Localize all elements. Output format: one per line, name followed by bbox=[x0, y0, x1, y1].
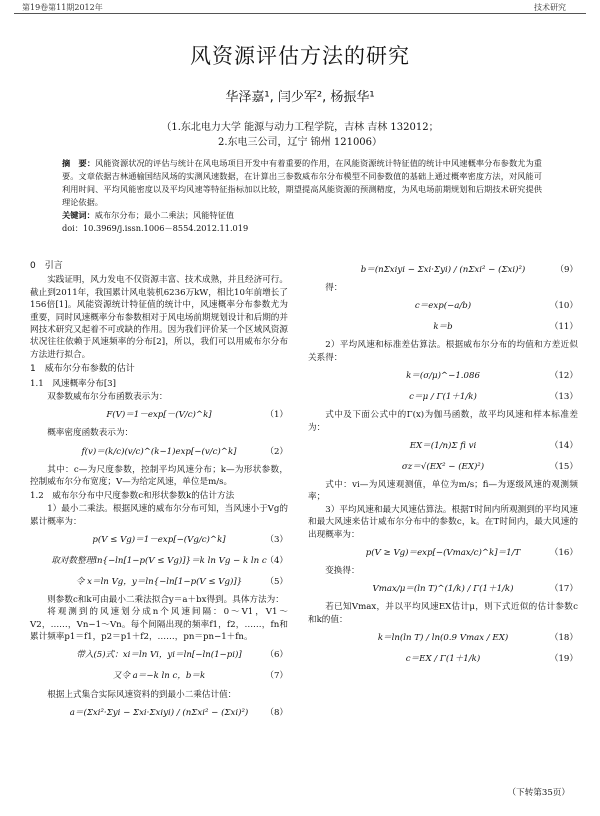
equation-4: 取对数整理ln{−ln[1−p(V ≤ Vg)]}＝k ln Vg − k ln c （4） bbox=[51, 555, 288, 566]
equation-10: c＝exp(−a/b) （10） bbox=[414, 301, 578, 312]
section-1-1-heading: 1.1 风速概率分布[3] bbox=[30, 378, 116, 389]
header-left: 第19卷第11期2012年 bbox=[22, 3, 103, 12]
paragraph: 若已知Vmax，并以平均风速EX估计μ，则下式近似的估计参数c和k的值： bbox=[308, 602, 578, 625]
continued-note: （下转第35页） bbox=[507, 788, 570, 798]
running-header bbox=[14, 2, 586, 14]
section-1-2-heading: 1.2 威布尔分布中尺度参数c和形状参数k的估计方法 bbox=[30, 490, 235, 501]
left-column bbox=[30, 258, 288, 725]
equation-18: k＝ln(ln T) / ln(0.9 Vmax / EX) （18） bbox=[377, 633, 578, 644]
paragraph: 得： bbox=[325, 283, 343, 293]
paragraph: 根据上式集合实际风速资料的到最小二乘估计值： bbox=[47, 689, 237, 700]
equation-11: k＝b （11） bbox=[433, 322, 578, 333]
equation-9: b＝(nΣxiyi − Σxi·Σyi) / (nΣxi² − (Σxi)²) （9） bbox=[360, 264, 578, 275]
equation-8: a＝(Σxi²·Σyi − Σxi·Σxiyi) / (nΣxi² − (Σxi)²) （8） bbox=[69, 707, 288, 718]
paragraph: 1）最小二乘法。根据风速的威布尔分布可知，当风速小于Vg的累计概率为： bbox=[30, 504, 288, 527]
header-right: 技术研究 bbox=[534, 3, 566, 12]
paragraph: 2）平均风速和标准差估算法。根据威布尔分布的均值和方差近似关系得： bbox=[308, 340, 578, 363]
equation-17: Vmax/μ＝(ln T)^(1/k) / Γ(1＋1/k) （17） bbox=[372, 584, 578, 595]
equation-2: f(v)＝(k/c)(v/c)^(k−1)exp[−(v/c)^k] （2） bbox=[81, 446, 288, 457]
abstract bbox=[62, 157, 542, 235]
equation-7: 又令 a＝−k ln c，b＝k （7） bbox=[112, 671, 288, 682]
equation-6: 带入(5)式：xi＝ln Vi，yi＝ln[−ln(1−pi)] （6） bbox=[76, 650, 288, 661]
equation-14: EX＝(1/n)Σ fi vi （14） bbox=[409, 440, 578, 451]
paragraph: 概率密度函数表示为： bbox=[47, 428, 134, 439]
paragraph: 式中及下面公式中的Γ(x)为伽马函数，故平均风速和样本标准差为： bbox=[308, 410, 578, 433]
section-1-heading: 1 威布尔分布参数的估计 bbox=[30, 364, 135, 375]
equation-5: 令 x＝ln Vg，y＝ln{−ln[1−p(V ≤ Vg)]} （5） bbox=[75, 576, 288, 587]
paragraph: 式中：vi—为风速观测值，单位为m/s；fi—为逐级风速的观测频率； bbox=[308, 480, 578, 503]
equation-12: k＝(σ/μ)^−1.086 （12） bbox=[406, 371, 578, 382]
equation-13: c＝μ / Γ(1＋1/k) （13） bbox=[409, 392, 578, 403]
affiliation-2: 2.东电三公司，辽宁 锦州 121006） bbox=[217, 137, 383, 148]
paragraph: 则参数c和k可由最小二乘法拟合y＝a＋bx得到。具体方法为： bbox=[47, 594, 284, 605]
paragraph: 变换得： bbox=[325, 566, 360, 577]
authors: 华泽嘉¹, 闫少军², 杨振华¹ bbox=[225, 90, 375, 105]
equation-15: σz＝√(EX² − (EX)²) （15） bbox=[401, 461, 578, 472]
keywords-label: 关键词： bbox=[62, 210, 95, 220]
equation-16: p(V ≥ Vg)＝exp[−(Vmax/c)^k]＝1/T （16） bbox=[365, 547, 578, 558]
equation-1: F(V)＝1－exp[－(V/c)^k] （1） bbox=[106, 410, 288, 421]
paragraph: 其中：c—为尺度参数，控制平均风速分布；k—为形状参数，控制威布尔分布宽度；V—为给定风速，单位是m/s。 bbox=[30, 464, 288, 488]
affiliation-1: （1.东北电力大学 能源与动力工程学院，吉林 吉林 132012； bbox=[161, 122, 439, 133]
keywords: 威布尔分布；最小二乘法；风能特征值 bbox=[94, 210, 234, 220]
paper-title: 风资源评估方法的研究 bbox=[190, 44, 410, 68]
doi: doi：10.3969/j.issn.1006－8554.2012.11.019 bbox=[62, 223, 249, 233]
paragraph: 双参数威布尔分布函数表示为： bbox=[47, 392, 168, 403]
abstract-label: 摘 要： bbox=[62, 158, 96, 168]
right-column bbox=[308, 258, 578, 671]
abstract-text: 风能资源状况的评估与统计在风电场项目开发中有着重要的作用，在风能资源统计特征值的统计中风速概率分布参数尤为重要。文章依据吉林通榆国结风场的实测风速数据，在计算出三参数威布尔分布模型不同参数值的基础上通过概率密度方法，对风能可利用时间、平均风能密度以及平均风速等特征指标加以比较，期望提高风能资源的预测精度，为风电场前期规划和后期技术研究提供理论依据。 bbox=[62, 158, 542, 207]
paragraph: 将观测到的风速划分成n个风速间隔：0～V1，V1～V2，……，Vn−1～Vn。每个间隔出现的频率f1，f2，……，fn和累计频率p1＝f1，p2＝p1＋f2，……，pn＝pn−1＋fn。 bbox=[30, 607, 288, 643]
equation-3: p(V ≤ Vg)＝1－exp[−(Vg/c)^k] （3） bbox=[92, 534, 288, 545]
section-intro-heading: 0 引言 bbox=[30, 261, 63, 271]
equation-19: c＝EX / Γ(1＋1/k) （19） bbox=[405, 654, 578, 665]
intro-paragraph: 实践证明，风力发电不仅资源丰富、技术成熟，并且经济可行。截止到2011年，我国累计风电装机6236万kW，相比10年前增长了156倍[1]。风能资源统计特征值的统计中，风速概率分布参数尤为重要，同时风速概率分布参数相对于风电场前期规划设计和后期的并网技术研究又起着不可或缺的作用。因为我们评价某一个区域风资源状况往往依赖于风速频率的分布[2]，所以，我们可以用威布尔分布方法进行拟合。 bbox=[30, 275, 288, 360]
paragraph: 3）平均风速和最大风速估算法。根据T时间内所观测到的平均风速和最大风速来估计威布尔分布中的参数c，k。在T时间内，最大风速的出现概率为： bbox=[308, 504, 578, 540]
